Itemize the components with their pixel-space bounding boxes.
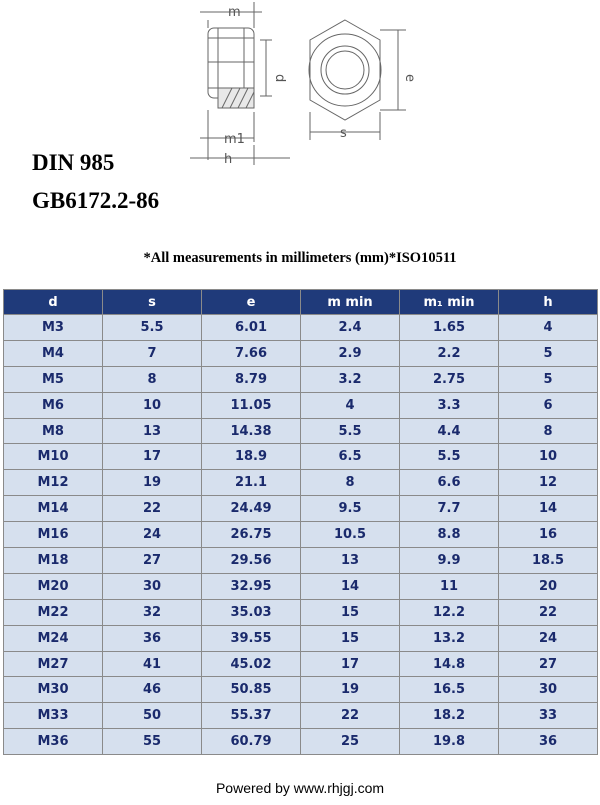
table-row <box>4 340 598 366</box>
cell-m1-min: 14.8 <box>400 651 499 677</box>
table-row <box>4 496 598 522</box>
measurements-note: *All measurements in millimeters (mm)*ISO10511 <box>143 250 457 266</box>
cell-m1-min: 11 <box>400 573 499 599</box>
header-h: h <box>499 290 598 315</box>
table-row <box>4 729 598 755</box>
cell-m-min: 10.5 <box>301 522 400 548</box>
cell-e: 29.56 <box>202 548 301 574</box>
cell-s: 30 <box>103 573 202 599</box>
cell-h: 12 <box>499 470 598 496</box>
cell-s: 13 <box>103 418 202 444</box>
cell-m1-min: 6.6 <box>400 470 499 496</box>
cell-d: M36 <box>4 729 103 755</box>
table-row <box>4 548 598 574</box>
cell-m1-min: 13.2 <box>400 625 499 651</box>
cell-m-min: 13 <box>301 548 400 574</box>
cell-h: 4 <box>499 315 598 341</box>
cell-m-min: 15 <box>301 625 400 651</box>
cell-e: 6.01 <box>202 315 301 341</box>
cell-h: 24 <box>499 625 598 651</box>
table-row <box>4 392 598 418</box>
cell-m1-min: 2.75 <box>400 366 499 392</box>
cell-e: 8.79 <box>202 366 301 392</box>
cell-m-min: 6.5 <box>301 444 400 470</box>
cell-d: M14 <box>4 496 103 522</box>
table-header-row <box>4 290 598 315</box>
cell-d: M18 <box>4 548 103 574</box>
cell-s: 19 <box>103 470 202 496</box>
cell-d: M16 <box>4 522 103 548</box>
cell-s: 50 <box>103 703 202 729</box>
cell-e: 32.95 <box>202 573 301 599</box>
table-row <box>4 366 598 392</box>
cell-m-min: 15 <box>301 599 400 625</box>
cell-s: 32 <box>103 599 202 625</box>
cell-s: 22 <box>103 496 202 522</box>
header-s: s <box>103 290 202 315</box>
cell-d: M3 <box>4 315 103 341</box>
cell-h: 27 <box>499 651 598 677</box>
cell-s: 24 <box>103 522 202 548</box>
cell-h: 30 <box>499 677 598 703</box>
cell-m1-min: 8.8 <box>400 522 499 548</box>
label-d: d <box>272 74 287 83</box>
label-h: h <box>224 152 233 167</box>
table-row <box>4 677 598 703</box>
cell-m-min: 4 <box>301 392 400 418</box>
cell-s: 10 <box>103 392 202 418</box>
cell-m-min: 19 <box>301 677 400 703</box>
cell-m1-min: 2.2 <box>400 340 499 366</box>
cell-m-min: 9.5 <box>301 496 400 522</box>
cell-h: 22 <box>499 599 598 625</box>
cell-d: M10 <box>4 444 103 470</box>
label-m: m <box>228 5 241 20</box>
cell-m1-min: 4.4 <box>400 418 499 444</box>
table-row <box>4 651 598 677</box>
cell-m1-min: 16.5 <box>400 677 499 703</box>
cell-e: 21.1 <box>202 470 301 496</box>
cell-s: 46 <box>103 677 202 703</box>
cell-h: 18.5 <box>499 548 598 574</box>
footer-credit: Powered by www.rhjgj.com <box>215 780 385 796</box>
cell-s: 7 <box>103 340 202 366</box>
cell-e: 39.55 <box>202 625 301 651</box>
cell-e: 11.05 <box>202 392 301 418</box>
cell-d: M12 <box>4 470 103 496</box>
cell-m1-min: 3.3 <box>400 392 499 418</box>
table-row <box>4 444 598 470</box>
cell-h: 20 <box>499 573 598 599</box>
table-row <box>4 573 598 599</box>
header-e: e <box>202 290 301 315</box>
cell-s: 36 <box>103 625 202 651</box>
cell-s: 27 <box>103 548 202 574</box>
table-body <box>4 315 598 755</box>
cell-e: 45.02 <box>202 651 301 677</box>
cell-e: 50.85 <box>202 677 301 703</box>
cell-m-min: 8 <box>301 470 400 496</box>
cell-m-min: 5.5 <box>301 418 400 444</box>
cell-m1-min: 12.2 <box>400 599 499 625</box>
table-row <box>4 599 598 625</box>
cell-h: 14 <box>499 496 598 522</box>
cell-h: 10 <box>499 444 598 470</box>
cell-e: 14.38 <box>202 418 301 444</box>
cell-h: 33 <box>499 703 598 729</box>
cell-e: 26.75 <box>202 522 301 548</box>
table-row <box>4 418 598 444</box>
cell-e: 7.66 <box>202 340 301 366</box>
cell-d: M24 <box>4 625 103 651</box>
cell-d: M27 <box>4 651 103 677</box>
cell-m-min: 25 <box>301 729 400 755</box>
cell-h: 8 <box>499 418 598 444</box>
cell-d: M20 <box>4 573 103 599</box>
cell-e: 35.03 <box>202 599 301 625</box>
cell-m1-min: 18.2 <box>400 703 499 729</box>
cell-e: 24.49 <box>202 496 301 522</box>
cell-d: M5 <box>4 366 103 392</box>
cell-m-min: 2.9 <box>301 340 400 366</box>
cell-e: 18.9 <box>202 444 301 470</box>
cell-s: 55 <box>103 729 202 755</box>
cell-m-min: 22 <box>301 703 400 729</box>
table-row <box>4 703 598 729</box>
cell-m-min: 17 <box>301 651 400 677</box>
cell-e: 55.37 <box>202 703 301 729</box>
standard-gb-title: GB6172.2-86 <box>32 188 160 213</box>
cell-m1-min: 9.9 <box>400 548 499 574</box>
table-row <box>4 470 598 496</box>
cell-m1-min: 5.5 <box>400 444 499 470</box>
cell-s: 8 <box>103 366 202 392</box>
cell-e: 60.79 <box>202 729 301 755</box>
cell-s: 41 <box>103 651 202 677</box>
table-row <box>4 522 598 548</box>
standard-din-title: DIN 985 <box>32 150 115 175</box>
cell-d: M33 <box>4 703 103 729</box>
cell-h: 36 <box>499 729 598 755</box>
cell-d: M6 <box>4 392 103 418</box>
cell-s: 5.5 <box>103 315 202 341</box>
cell-m-min: 2.4 <box>301 315 400 341</box>
header-m1-min: m₁ min <box>400 290 499 315</box>
cell-m1-min: 19.8 <box>400 729 499 755</box>
header-d: d <box>4 290 103 315</box>
table-row <box>4 315 598 341</box>
cell-h: 16 <box>499 522 598 548</box>
cell-m1-min: 1.65 <box>400 315 499 341</box>
cell-d: M30 <box>4 677 103 703</box>
spec-table <box>3 289 598 755</box>
cell-d: M8 <box>4 418 103 444</box>
label-s: s <box>340 126 347 141</box>
cell-m1-min: 7.7 <box>400 496 499 522</box>
cell-m-min: 3.2 <box>301 366 400 392</box>
table-row <box>4 625 598 651</box>
cell-m-min: 14 <box>301 573 400 599</box>
nut-drawing <box>180 0 420 170</box>
cell-h: 5 <box>499 366 598 392</box>
cell-s: 17 <box>103 444 202 470</box>
cell-d: M22 <box>4 599 103 625</box>
label-e: e <box>402 74 417 82</box>
label-m1: m1 <box>224 132 245 147</box>
cell-d: M4 <box>4 340 103 366</box>
cell-h: 6 <box>499 392 598 418</box>
header-m-min: m min <box>301 290 400 315</box>
cell-h: 5 <box>499 340 598 366</box>
